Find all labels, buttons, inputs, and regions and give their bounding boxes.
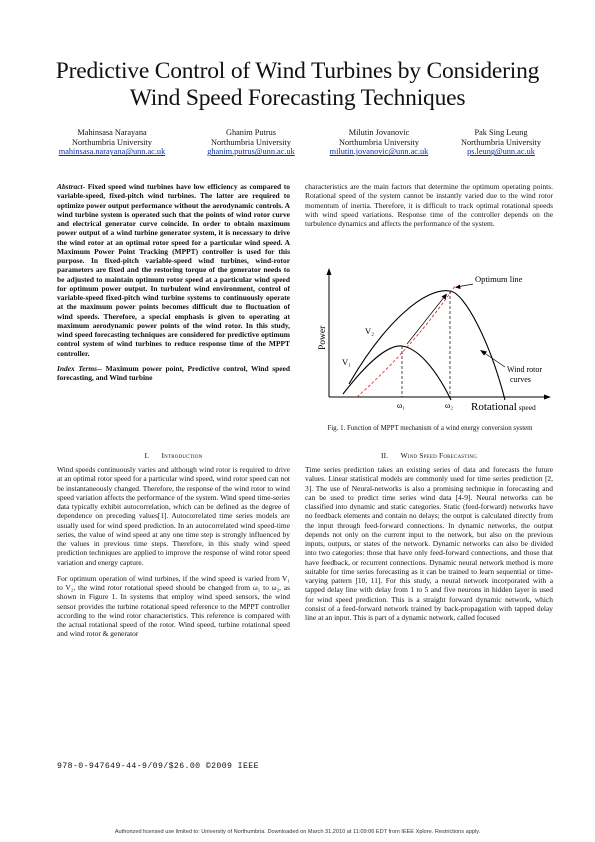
curves-label-1: Wind rotor [507,365,543,374]
paragraph: Wind speeds continuously varies and although wind rotor is required to drive at an optimal rotor speed for a particular wind speed, wind rotor speed can not be instantaneously changed. Therefore, the response of the wind rotor to wind speed variation affects the performance of the system. Wind speed time-series data typically exhibit autocorrelation, which can be defined as the degree of dependence on preceding values[1]. Autocorrelated time series models are usually used for wind speed prediction. In an autocorrelated wind speed-time series, the value of wind speed at any one time step is strongly influenced by the values in previous time steps. Therefore, in this study wind speed prediction techniques are applied to improve the response of wind rotor speed variation and energy capture. [57,465,290,567]
wind-rotor-curve-v1 [343,346,451,400]
paper-title [40,58,555,112]
section-title: Introduction [161,451,203,460]
author-block [47,128,177,157]
author-email-link[interactable]: milutin.jovanovic@unn.ac.uk [329,147,429,157]
author-block [314,128,444,157]
continued-text [305,182,553,228]
author-name: Pak Sing Leung [474,128,528,137]
section-number: I. [144,451,150,460]
wind-speed-forecasting-body [305,465,553,622]
title-line-2: Wind Speed Forecasting Techniques [129,85,466,111]
author-affiliation: Northumbria University [211,137,291,147]
author-affiliation: Northumbria University [72,137,152,147]
author-block [191,128,311,157]
author-name: Milutin Jovanovic [348,128,410,137]
author-name: Mahinsasa Narayana [77,128,147,137]
paragraph: Time series prediction takes an existing series of data and forecasts the future values. Linear statistical models are commonly used for time series prediction [2, 3]. The use of Neural-networks is also a promising technique in forecasting and can be used to predict time series wind data [4-9]. Neural networks can be classified into dynamic and static categories. Static (feed-forward) networks have no feedback elements and contain no delays; the output is calculated directly from the input through feed-forward connections. In dynamic networks, the output depends not only on the current input to the network, but also on the previous inputs, outputs, or states of the network. Dynamic networks can also be divided into two categories: those that have only feed-forward connections, and those that have feedback, or recurrent connections. Dynamic neural network method is more suitable for time series forecasting as it can be trained to learn sequential or time-varying pattern [10, 11]. For this study, a neural network incorporated with a tapped delay line with delay from 1 to 5 and five neurons in hidden layer is used for wind speed prediction. This is a straight forward dynamic network, which consist of a feed-forward network trained by back-propagation with tapped delay line at an input. This is part of a dynamic network, called focused [305,465,553,622]
index-terms-label: Index Terms-- [57,363,103,373]
title-line-1: Predictive Control of Wind Turbines by Considering [55,58,540,84]
y-axis-label: Power [318,325,328,350]
v1-label: V₁ [342,357,352,367]
author-email-link[interactable]: mahinsasa.narayana@unn.ac.uk [58,147,166,157]
author-name: Ghanim Putrus [225,128,276,137]
v2-label: V₂ [365,326,375,336]
figure-caption: Fig. 1. Function of MPPT mechanism of a wind energy conversion system [327,425,533,432]
section-heading-2 [305,451,553,460]
x-axis-label-suffix: speed [516,403,536,412]
figure-1 [305,262,555,417]
omega2-label: ω₂ [445,401,454,410]
omega1-label: ω₁ [397,401,406,410]
section-number: II. [380,451,389,460]
abstract-label: Abstract- [57,182,86,191]
optimum-line-label: Optimum line [475,274,523,284]
introduction-body [57,465,290,639]
author-affiliation: Northumbria University [339,137,419,147]
index-terms-text: Maximum power point, Predictive control, Wind speed forecasting, and Wind turbine [57,363,291,382]
author-affiliation: Northumbria University [461,137,541,147]
section-heading-1 [57,451,290,460]
wind-rotor-curve-v2 [349,291,505,400]
abstract-text: Fixed speed wind turbines have low efficiency as compared to variable-speed, fixed-pitch wind turbines. The latter are required to optimize power output performance without the aerodynamic controls. A wind turbine system is operated such that the points of wind rotor curve and electrical generator curve coincide. In order to obtain maximum power output of a wind turbine generator system, it is necessary to drive the wind rotor at an optimal rotor speed for a particular wind speed. A Maximum Power Point Tracking (MPPT) controller is used for this purpose. In fixed-pitch variable-speed wind turbines, wind-rotor parameters are fixed and the restoring torque of the generator needs to be adjusted to maintain optimum rotor speed at a particular wind speed for optimum power output. In turbulent wind environment, control of variable-speed fixed-pitch wind turbine systems to continuously operate at the maximum power points becomes difficult due to fluctuation of wind speeds. Therefore, a special emphasis is given to operating at maximum aerodynamic power points of the wind rotor. In this study, wind speed forecasting techniques are considered for predictive optimum control system of wind turbines to reduce response time of the MPPT controller. [57,182,290,358]
x-axis-label-main: Rotational [471,401,517,413]
curves-label-2: curves [510,375,531,384]
x-axis-arrow [544,395,551,400]
author-email-link[interactable]: ghanim.putrus@unn.ac.uk [207,147,295,157]
x-axis-label [471,401,536,413]
y-axis-arrow [327,268,332,275]
section-title: Wind Speed Forecasting [400,451,478,460]
download-footer: Authorized licensed use limited to: University of Northumbria. Downloaded on March 31,2010 at 11:09:06 EDT from IEEE Xplore. Restrictions apply. [114,829,481,835]
author-email-link[interactable]: ps.leung@unn.ac.uk [467,147,535,157]
author-block [451,128,551,157]
paragraph: For optimum operation of wind turbines, if the wind speed is varied from V₁ to V₂, the wind rotor rotational speed should be changed from ω₁ to ω₂, as shown in Figure 1. In systems that employ wind speed sensors, the wind sensor provides the turbine rotational speed reference to the MPPT controller according to the wind rotor characteristics. This reference is compared with the actual rotational speed of the rotor. Wind speed, turbine rotational speed and wind rotor & generator [57,573,290,639]
abstract [57,182,290,382]
transition-arrow [407,296,445,344]
paragraph: characteristics are the main factors that determine the optimum operating points. Rotational speed of the system cannot be instantly varied due to the wind rotor momentum of inertia. Therefore, it is difficult to track optimal rotational speeds with wind speed variations. Response time of the controller depends on the turbulence dynamics and affects the performance of the system. [305,182,553,228]
copyright-notice: 978-0-947649-44-9/09/$26.00 ©2009 IEEE [57,762,259,771]
